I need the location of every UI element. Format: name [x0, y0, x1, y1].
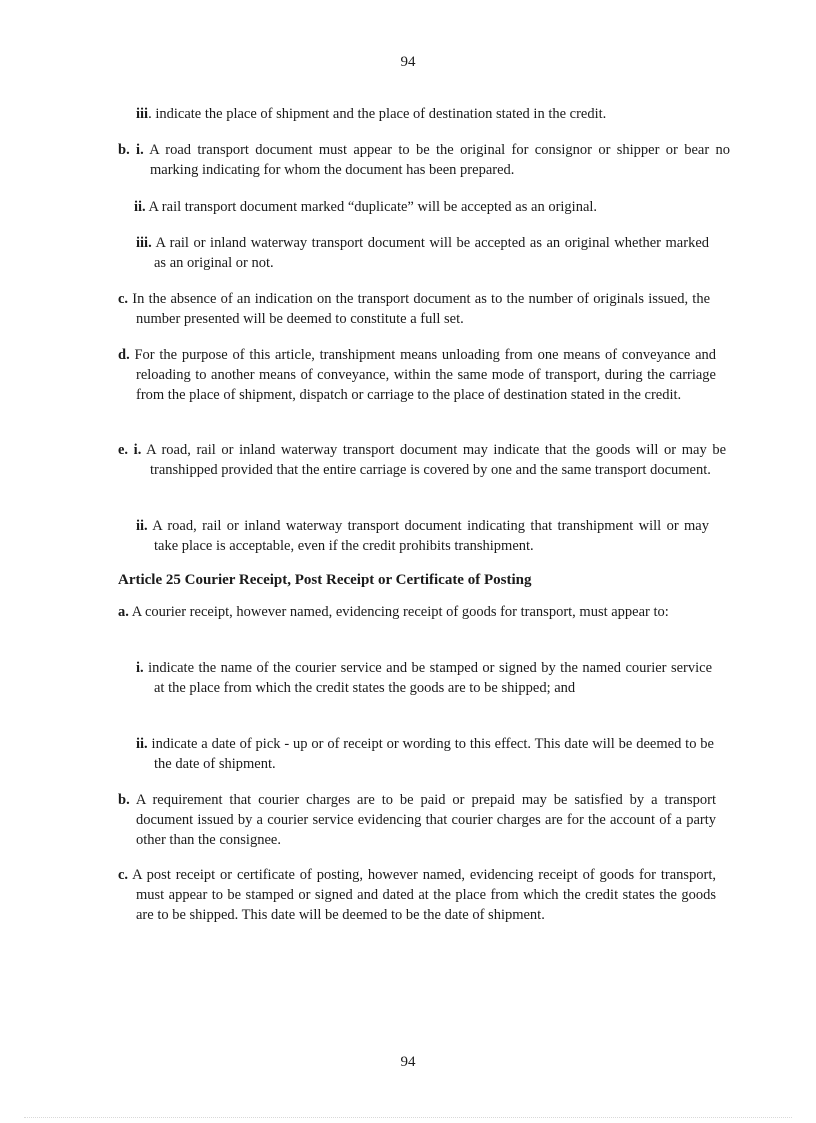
clause-marker: c. — [118, 867, 129, 883]
clause-marker: ii. — [136, 736, 148, 752]
clause-text: A rail transport document marked “duplicate” will be accepted as an original. — [148, 199, 598, 215]
clause-marker: d. — [118, 347, 130, 363]
clause-marker: i. — [136, 660, 144, 676]
page-bottom-divider — [24, 1117, 792, 1118]
clause-text: A rail or inland waterway transport document will be accepted as an original whether marked as an original or not. — [154, 235, 709, 271]
article25-a-i — [136, 658, 712, 698]
article25-a — [118, 602, 716, 622]
clause-c — [118, 289, 710, 329]
clause-text: indicate a date of pick - up or of receipt or wording to this effect. This date will be deemed to be the date of shipment. — [151, 736, 714, 772]
clause-text: A post receipt or certificate of posting, however named, evidencing receipt of goods for transport, must appear to be stamped or signed and dated at the place from which the credit states the goods are to be shipped. This date will be deemed to be the date of shipment. — [132, 867, 716, 923]
clause-b-ii — [134, 197, 712, 217]
clause-text: A courier receipt, however named, evidencing receipt of goods for transport, must appear to: — [131, 604, 669, 620]
article25-b — [118, 790, 716, 850]
article25-c — [118, 865, 716, 925]
article-heading: Article 25 Courier Receipt, Post Receipt or Certificate of Posting — [118, 572, 532, 588]
clause-e-i — [118, 440, 726, 480]
clause-marker: c. — [118, 291, 129, 307]
clause-text: A road, rail or inland waterway transport document may indicate that the goods will or may be transhipped provided that the entire carriage is covered by one and the same transport document. — [146, 442, 727, 478]
article25-a-ii — [136, 734, 714, 774]
clause-marker: ii. — [136, 518, 148, 534]
clause-d — [118, 345, 716, 405]
clause-text: A requirement that courier charges are to be paid or prepaid may be satisfied by a transport document issued by a courier service evidencing that courier charges are for the account of a party other than the consignee. — [135, 792, 716, 848]
clause-marker: b. i. — [118, 142, 144, 158]
clause-text: For the purpose of this article, transhipment means unloading from one means of conveyance and reloading to another means of conveyance, within the same mode of transport, during the carriage from the place of shipment, dispatch or carriage to the place of destination stated in the credit. — [134, 347, 717, 403]
clause-marker: b. — [118, 792, 130, 808]
clause-b-i — [118, 140, 730, 180]
clause-marker: iii. — [136, 235, 152, 251]
clause-b-iii — [136, 233, 709, 273]
clause-e-iii: iii. indicate the place of shipment and the place of destination stated in the credit. — [136, 106, 607, 122]
page-number-bottom: 94 — [400, 1054, 416, 1070]
clause-text: A road, rail or inland waterway transport document indicating that transhipment will or may take place is acceptable, even if the credit prohibits transhipment. — [152, 518, 709, 554]
clause-text: indicate the name of the courier service and be stamped or signed by the named courier service at the place from which the credit states the goods are to be shipped; and — [148, 660, 713, 696]
clause-text: A road transport document must appear to be the original for consignor or shipper or bear no marking indicating for whom the document has been prepared. — [149, 142, 731, 178]
clause-text: In the absence of an indication on the transport document as to the number of originals issued, the number presented will be deemed to constitute a full set. — [132, 291, 711, 327]
clause-marker: e. i. — [118, 442, 142, 458]
clause-marker: iii — [136, 106, 149, 122]
clause-text: indicate the place of shipment and the place of destination stated in the credit. — [155, 106, 607, 122]
page-number-top: 94 — [400, 54, 416, 70]
clause-marker: a. — [118, 604, 129, 620]
clause-marker: ii. — [134, 199, 146, 215]
clause-e-ii — [136, 516, 709, 556]
